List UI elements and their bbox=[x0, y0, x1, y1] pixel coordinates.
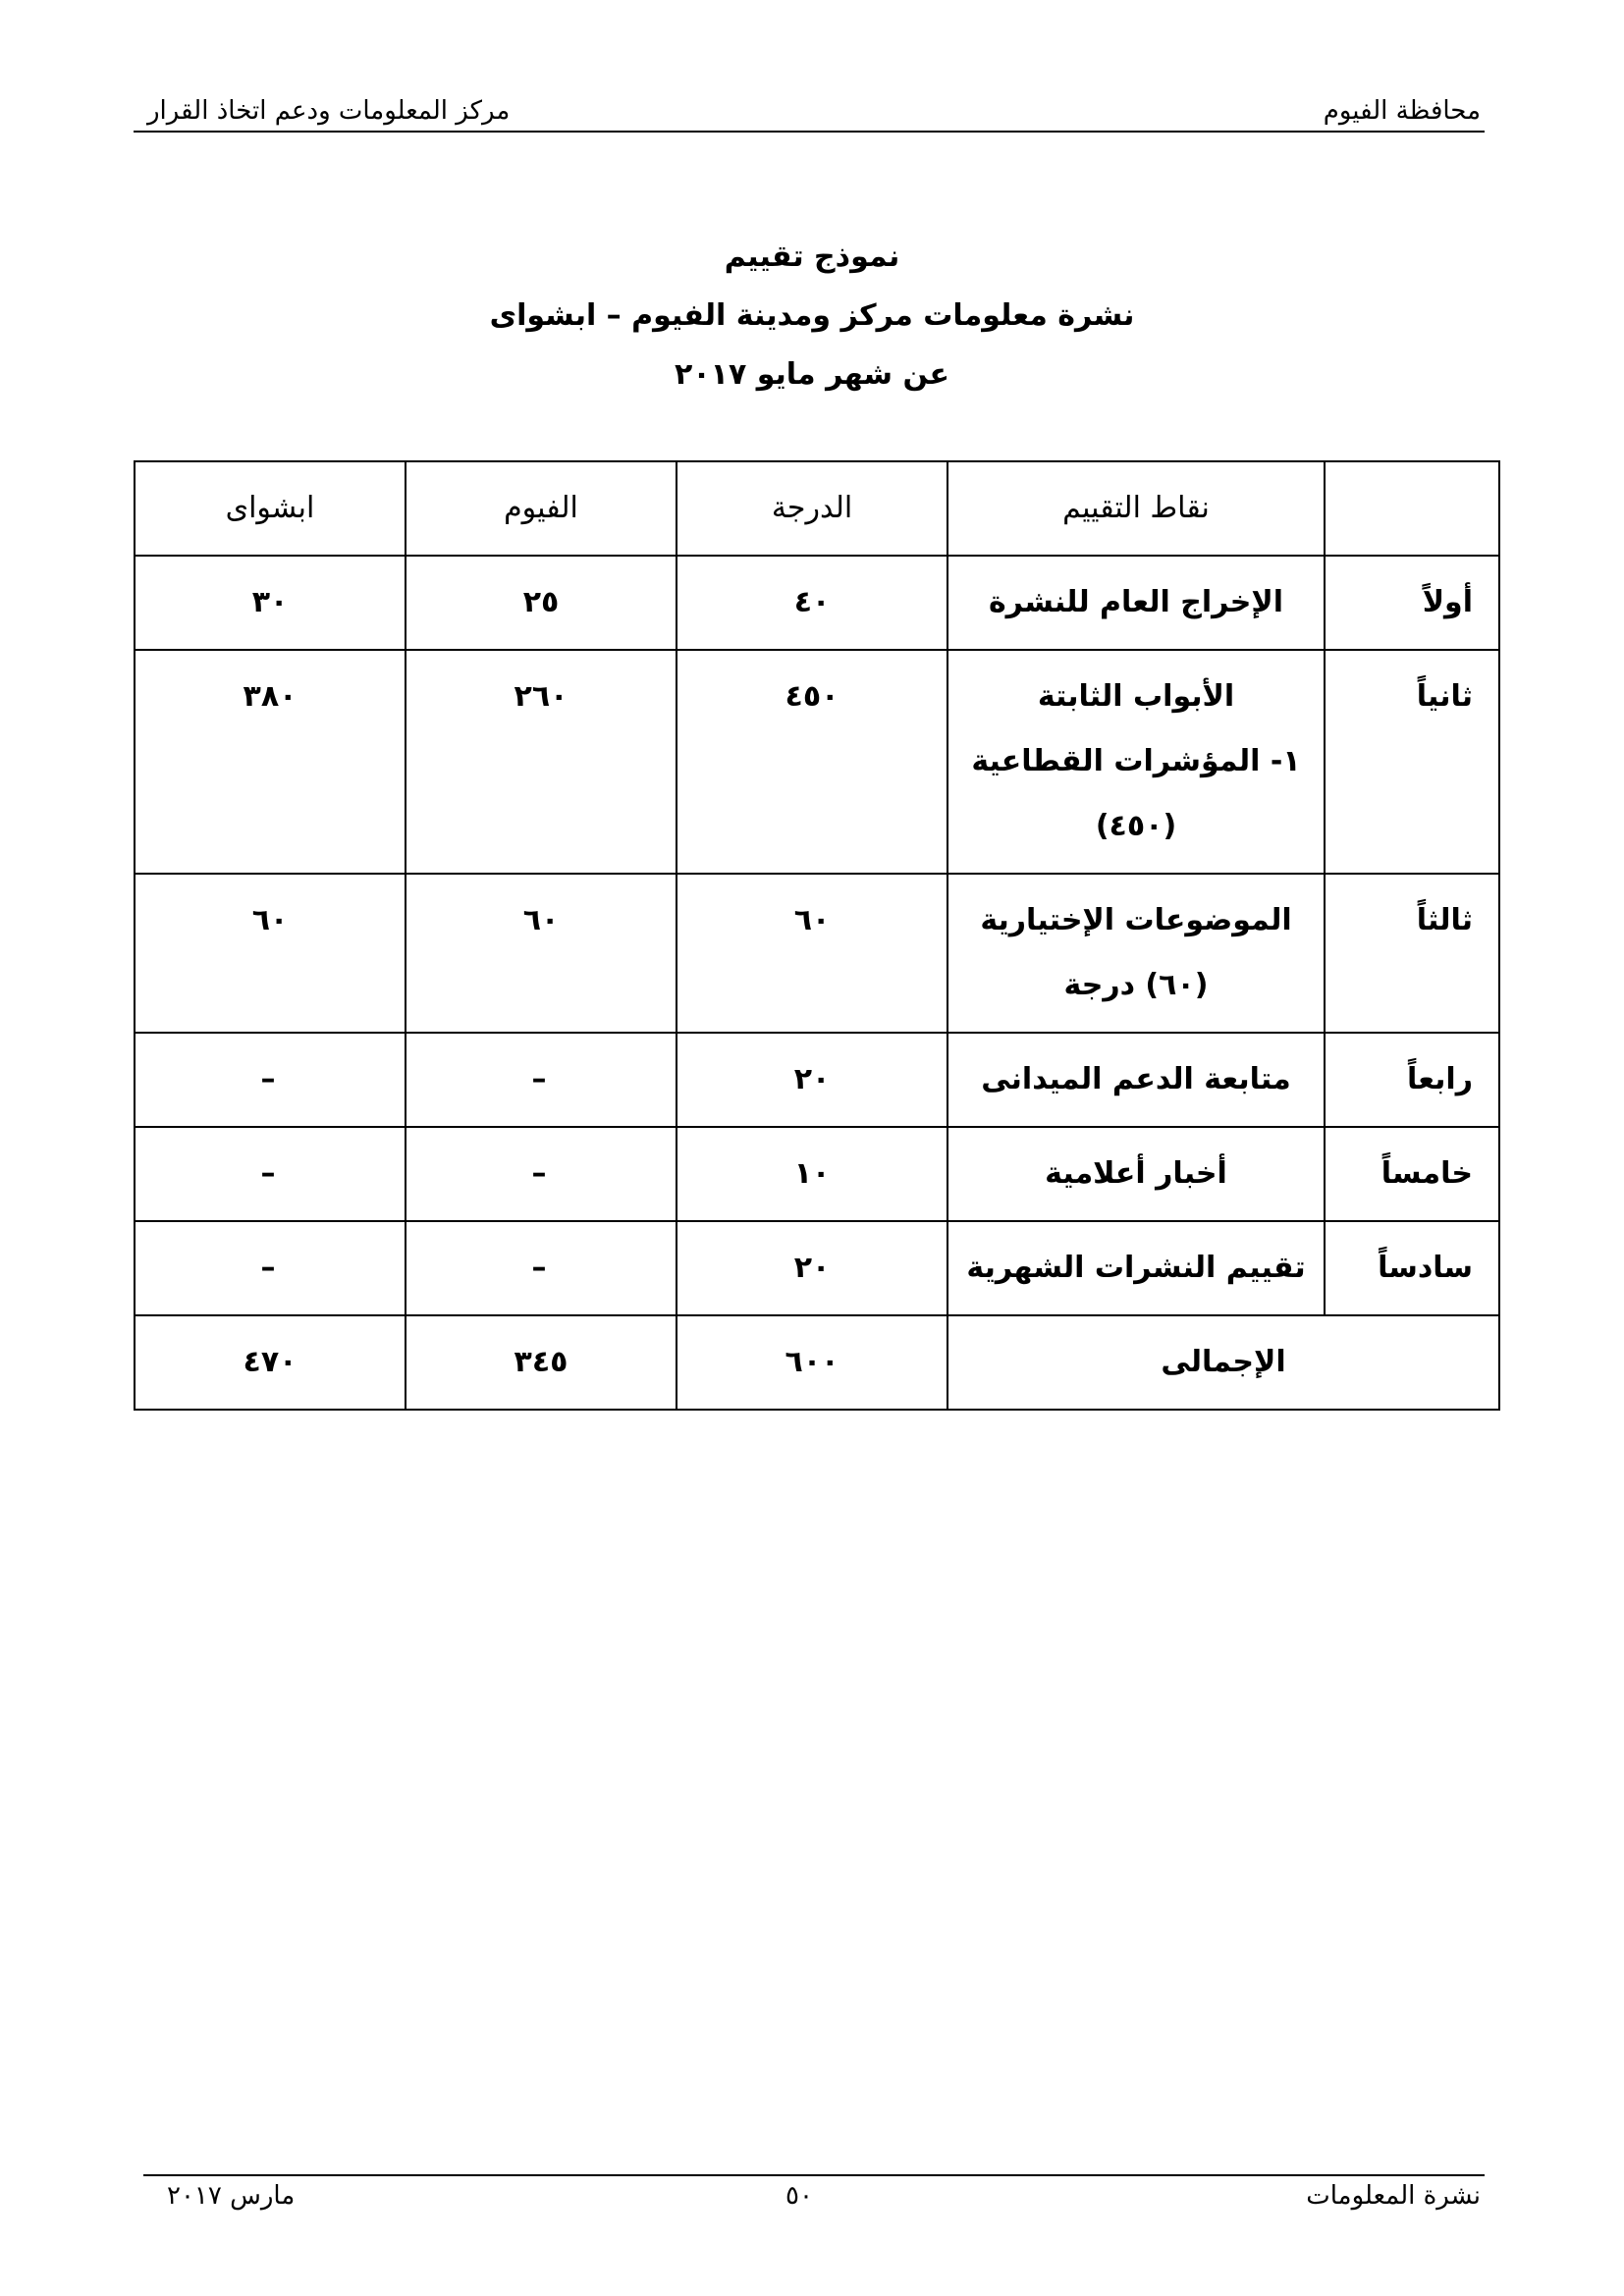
header-grade: الدرجة bbox=[677, 461, 947, 556]
footer-bulletin-name: نشرة المعلومات bbox=[1306, 2181, 1481, 2211]
header-fayoum: الفيوم bbox=[406, 461, 677, 556]
header-divider bbox=[134, 131, 1485, 133]
row-ibshway: – bbox=[135, 1033, 406, 1127]
total-fayoum: ٣٤٥ bbox=[406, 1315, 677, 1410]
row-ibshway: ٣٠ bbox=[135, 556, 406, 650]
points-line: الموضوعات الإختيارية bbox=[980, 903, 1292, 937]
row-order: سادساً bbox=[1325, 1221, 1499, 1315]
row-grade: ٢٠ bbox=[677, 1033, 947, 1127]
points-line: (٤٥٠) bbox=[1095, 809, 1177, 843]
table-row bbox=[135, 874, 1499, 1033]
header-center-name: مركز المعلومات ودعم اتخاذ القرار bbox=[147, 96, 511, 126]
total-ibshway: ٤٧٠ bbox=[135, 1315, 406, 1410]
row-grade: ٤٥٠ bbox=[677, 650, 947, 874]
row-order: خامساً bbox=[1325, 1127, 1499, 1221]
row-order: ثالثاً bbox=[1325, 874, 1499, 1033]
table-header-row bbox=[135, 461, 1499, 556]
row-grade: ٢٠ bbox=[677, 1221, 947, 1315]
row-ibshway: – bbox=[135, 1127, 406, 1221]
footer-date: مارس ٢٠١٧ bbox=[167, 2181, 296, 2211]
row-points bbox=[947, 1221, 1325, 1315]
row-grade: ٤٠ bbox=[677, 556, 947, 650]
header-governorate: محافظة الفيوم bbox=[1323, 96, 1481, 126]
row-order: ثانياً bbox=[1325, 650, 1499, 874]
row-points bbox=[947, 1127, 1325, 1221]
points-line: أخبار أعلامية bbox=[1045, 1156, 1227, 1191]
row-grade: ١٠ bbox=[677, 1127, 947, 1221]
row-fayoum: ٢٦٠ bbox=[406, 650, 677, 874]
row-fayoum: – bbox=[406, 1127, 677, 1221]
footer-divider bbox=[143, 2174, 1485, 2176]
title-month: عن شهر مايو ٢٠١٧ bbox=[675, 357, 949, 392]
header-points: نقاط التقييم bbox=[947, 461, 1325, 556]
row-points bbox=[947, 650, 1325, 874]
header-ibshway: ابشواى bbox=[135, 461, 406, 556]
table-row bbox=[135, 1127, 1499, 1221]
footer-page-number: ٥٠ bbox=[785, 2181, 813, 2211]
row-ibshway: – bbox=[135, 1221, 406, 1315]
row-grade: ٦٠ bbox=[677, 874, 947, 1033]
points-line: الإخراج العام للنشرة bbox=[988, 585, 1284, 619]
title-block bbox=[0, 228, 1624, 404]
title-main: نموذج تقييم bbox=[724, 240, 900, 274]
evaluation-table bbox=[134, 460, 1500, 1411]
row-fayoum: – bbox=[406, 1221, 677, 1315]
table-row bbox=[135, 1221, 1499, 1315]
row-fayoum: ٦٠ bbox=[406, 874, 677, 1033]
points-line: الأبواب الثابتة bbox=[1037, 679, 1235, 714]
row-ibshway: ٦٠ bbox=[135, 874, 406, 1033]
total-grade: ٦٠٠ bbox=[677, 1315, 947, 1410]
row-points bbox=[947, 874, 1325, 1033]
table-row bbox=[135, 556, 1499, 650]
title-bulletin: نشرة معلومات مركز ومدينة الفيوم – ابشواى bbox=[489, 298, 1135, 333]
points-line: ١- المؤشرات القطاعية bbox=[971, 744, 1301, 778]
table-total-row bbox=[135, 1315, 1499, 1410]
table-row bbox=[135, 1033, 1499, 1127]
total-label: الإجمالى bbox=[947, 1315, 1499, 1410]
points-line: متابعة الدعم الميدانى bbox=[981, 1062, 1291, 1096]
row-order: رابعاً bbox=[1325, 1033, 1499, 1127]
row-points bbox=[947, 556, 1325, 650]
header-order bbox=[1325, 461, 1499, 556]
row-fayoum: ٢٥ bbox=[406, 556, 677, 650]
row-order: أولاً bbox=[1325, 556, 1499, 650]
points-line: (٦٠) درجة bbox=[1063, 968, 1209, 1002]
row-ibshway: ٣٨٠ bbox=[135, 650, 406, 874]
row-fayoum: – bbox=[406, 1033, 677, 1127]
points-line: تقييم النشرات الشهرية bbox=[966, 1251, 1306, 1285]
table-row bbox=[135, 650, 1499, 874]
row-points bbox=[947, 1033, 1325, 1127]
